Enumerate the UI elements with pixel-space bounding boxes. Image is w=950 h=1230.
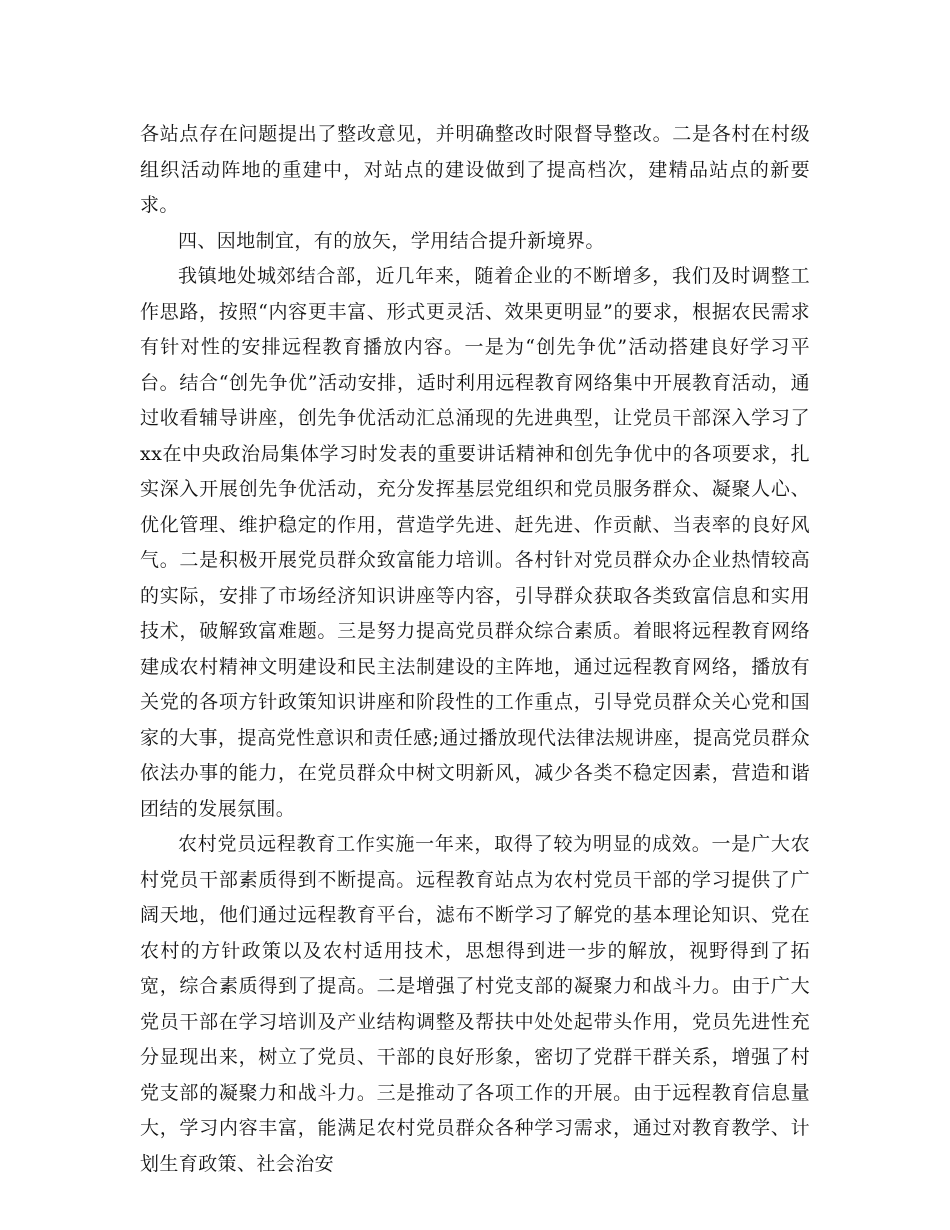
section-heading-4: 四、因地制宜，有的放矢，学用结合提升新境界。 — [178, 229, 605, 252]
paragraph-4: 农村党员远程教育工作实施一年来，取得了较为明显的成效。一是广大农村党员干部素质得到不断提高。远程教育站点为农村党员干部的学习提供了广阔天地，他们通过远程教育平台，滤布不断学习了解党的基本理论知识、党在农村的方针政策以及农村适用技术，思想得到进一步的解放，视野得到了拓宽，综合素质得到了提高。二是增强了村党支部的凝聚力和战斗力。由于广大党员干部在学习培训及产业结构调整及帮扶中处处起带头作用，党员先进性充分显现出来，树立了党员、干部的良好形象，密切了党群干群关系，增强了村党支部的凝聚力和战斗力。三是推动了各项工作的开展。由于远程教育信息量大，学习内容丰富，能满足农村党员群众各种学习需求，通过对教育教学、计划生育政策、社会治安 — [140, 833, 810, 1175]
document-body — [140, 117, 810, 1182]
paragraph-3: 我镇地处城郊结合部，近几年来，随着企业的不断增多，我们及时调整工作思路，按照“内容更丰富、形式更灵活、效果更明显”的要求，根据农民需求有针对性的安排远程教育播放内容。一是为“创先争优”活动搭建良好学习平台。结合“创先争优”活动安排，适时利用远程教育网络集中开展教育活动，通过收看辅导讲座，创先争优活动汇总涌现的先进典型，让党员干部深入学习了xx在中央政治局集体学习时发表的重要讲话精神和创先争优中的各项要求，扎实深入开展创先争优活动，充分发挥基层党组织和党员服务群众、凝聚人心、优化管理、维护稳定的作用，营造学先进、赶先进、作贡献、当表率的良好风气。二是积极开展党员群众致富能力培训。各村针对党员群众办企业热情较高的实际，安排了市场经济知识讲座等内容，引导群众获取各类致富信息和实用技术，破解致富难题。三是努力提高党员群众综合素质。着眼将远程教育网络建成农村精神文明建设和民主法制建设的主阵地，通过远程教育网络，播放有关党的各项方针政策知识讲座和阶段性的工作重点，引导党员群众关心党和国家的大事，提高党性意识和责任感;通过播放现代法律法规讲座，提高党员群众依法办事的能力，在党员群众中树文明新风，减少各类不稳定因素，营造和谐团结的发展氛围。 — [140, 265, 810, 820]
paragraph-1: 各站点存在问题提出了整改意见，并明确整改时限督导整改。二是各村在村级组织活动阵地的重建中，对站点的建设做到了提高档次，建精品站点的新要求。 — [140, 123, 810, 216]
